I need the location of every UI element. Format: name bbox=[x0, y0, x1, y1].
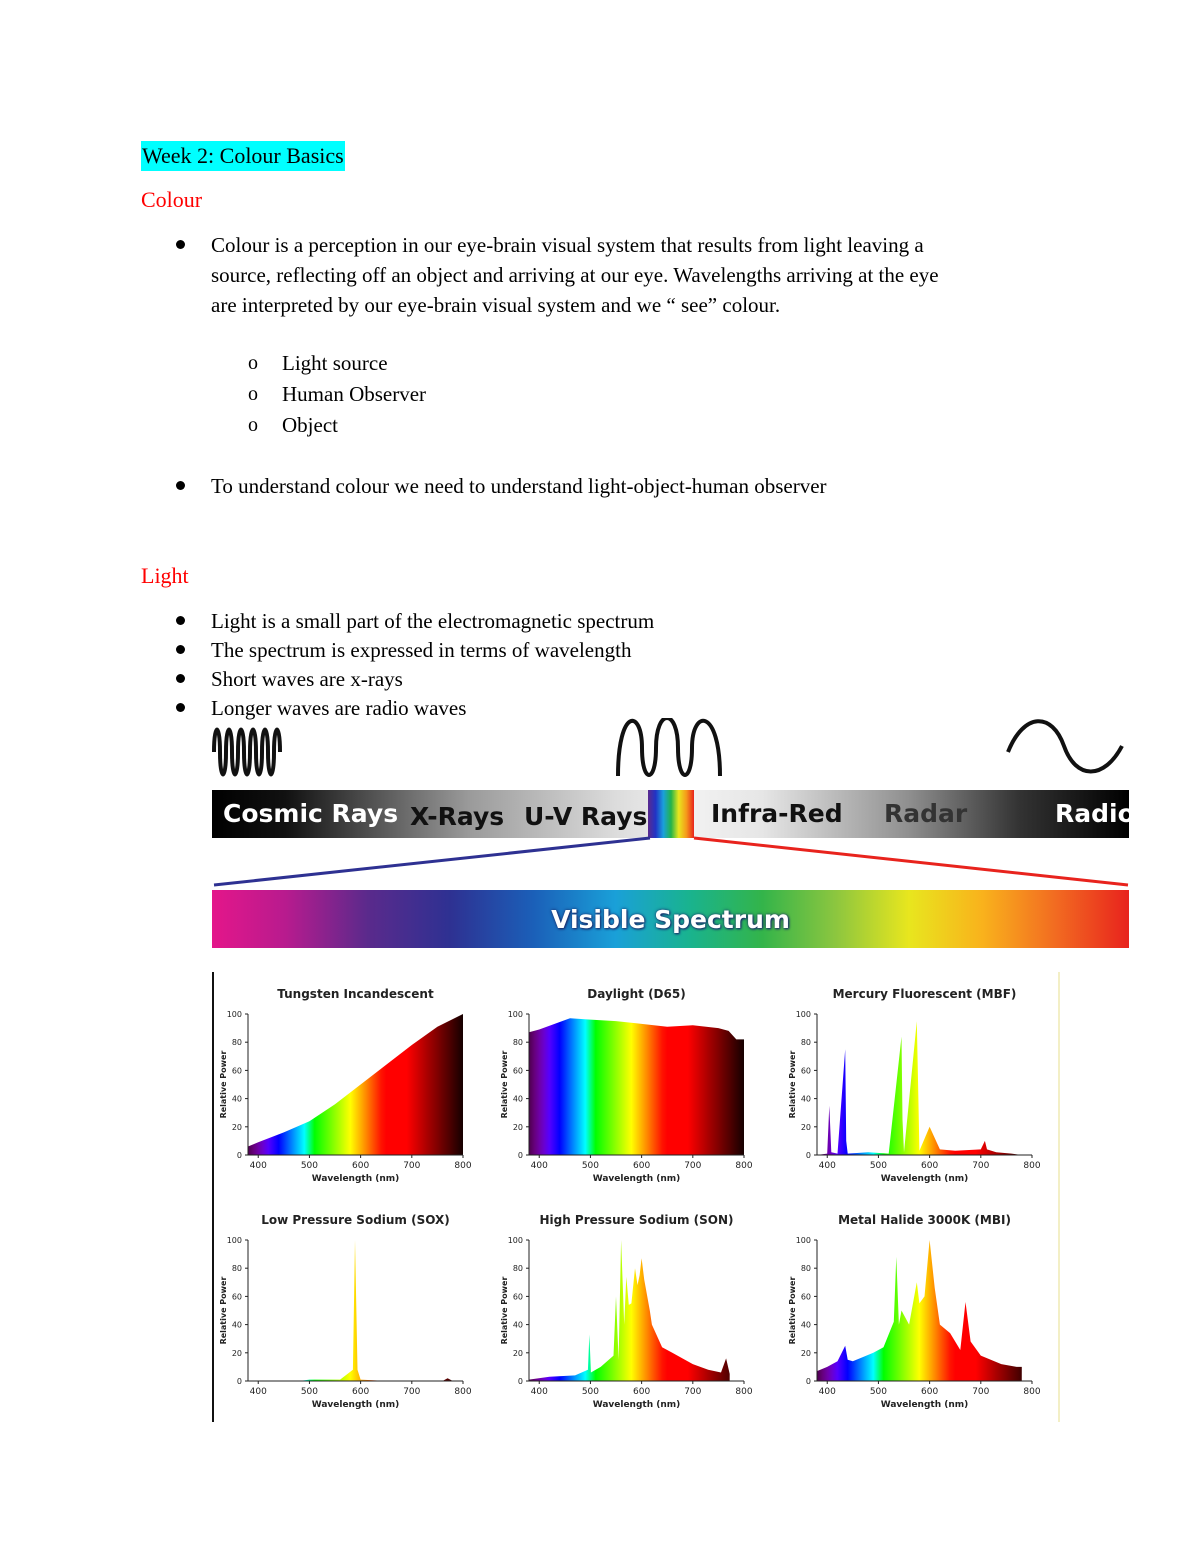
spd-area bbox=[529, 1240, 730, 1381]
y-tick-label: 0 bbox=[517, 1151, 523, 1160]
x-tick-label: 600 bbox=[921, 1161, 939, 1171]
y-tick-label: 100 bbox=[507, 1010, 523, 1019]
sub-bullet-marker: o bbox=[248, 352, 258, 374]
bullet-dot bbox=[176, 616, 185, 625]
chart-title: Mercury Fluorescent (MBF) bbox=[832, 987, 1017, 1001]
y-tick-label: 40 bbox=[800, 1094, 811, 1104]
bullet-dot bbox=[176, 645, 185, 654]
y-tick-label: 100 bbox=[226, 1010, 242, 1019]
x-tick-label: 800 bbox=[735, 1387, 753, 1397]
x-tick-label: 800 bbox=[454, 1161, 472, 1171]
section-heading-light: Light bbox=[141, 563, 189, 588]
sub-item-object: Object bbox=[282, 413, 338, 437]
x-tick-label: 400 bbox=[818, 1161, 836, 1171]
y-tick-label: 20 bbox=[800, 1348, 811, 1358]
x-tick-label: 800 bbox=[454, 1387, 472, 1397]
x-axis-label: Wavelength (nm) bbox=[880, 1174, 969, 1184]
bullet-dot bbox=[176, 703, 185, 712]
x-tick-label: 700 bbox=[403, 1161, 421, 1171]
x-axis-label: Wavelength (nm) bbox=[311, 1400, 400, 1410]
spd-area bbox=[248, 1240, 453, 1381]
y-tick-label: 60 bbox=[800, 1292, 811, 1302]
y-tick-label: 40 bbox=[800, 1320, 811, 1330]
chart-title: Low Pressure Sodium (SOX) bbox=[261, 1213, 450, 1227]
x-tick-label: 400 bbox=[530, 1161, 548, 1171]
x-tick-label: 500 bbox=[869, 1387, 888, 1397]
y-axis-label: Relative Power bbox=[500, 1050, 509, 1119]
light-bullet-4: Longer waves are radio waves bbox=[211, 696, 467, 720]
chart-title: Daylight (D65) bbox=[587, 987, 686, 1001]
em-label-uv-rays: U-V Rays bbox=[524, 802, 648, 831]
sub-item-light-source: Light source bbox=[282, 351, 388, 375]
y-tick-label: 80 bbox=[512, 1264, 523, 1274]
x-tick-label: 700 bbox=[403, 1387, 421, 1397]
colour-bullet-line-2: source, reflecting off an object and arriving at our eye. Wavelengths arriving at the eye bbox=[211, 263, 939, 287]
y-tick-label: 60 bbox=[231, 1292, 242, 1302]
spd-chart bbox=[489, 984, 764, 1195]
y-tick-label: 20 bbox=[231, 1122, 242, 1132]
y-tick-label: 60 bbox=[512, 1066, 523, 1076]
em-label-infra-red: Infra-Red bbox=[711, 799, 843, 828]
y-tick-label: 0 bbox=[236, 1377, 242, 1386]
y-tick-label: 20 bbox=[231, 1348, 242, 1358]
x-tick-label: 800 bbox=[735, 1161, 753, 1171]
x-tick-label: 600 bbox=[921, 1387, 939, 1397]
spd-area bbox=[817, 1021, 1022, 1155]
y-tick-label: 60 bbox=[512, 1292, 523, 1302]
x-tick-label: 500 bbox=[869, 1161, 888, 1171]
y-tick-label: 0 bbox=[805, 1151, 811, 1160]
bullet-dot bbox=[176, 240, 185, 249]
x-tick-label: 700 bbox=[972, 1387, 990, 1397]
y-axis-label: Relative Power bbox=[788, 1050, 797, 1119]
x-tick-label: 500 bbox=[300, 1161, 319, 1171]
y-tick-label: 40 bbox=[512, 1094, 523, 1104]
y-tick-label: 40 bbox=[512, 1320, 523, 1330]
y-axis-label: Relative Power bbox=[500, 1276, 509, 1345]
y-tick-label: 20 bbox=[512, 1348, 523, 1358]
light-bullet-3: Short waves are x-rays bbox=[211, 667, 403, 691]
medium-wave-icon bbox=[612, 718, 732, 784]
short-wave-icon bbox=[208, 722, 288, 782]
x-tick-label: 500 bbox=[581, 1161, 600, 1171]
y-tick-label: 0 bbox=[805, 1377, 811, 1386]
em-label-radio: Radio bbox=[1055, 799, 1135, 828]
section-heading-colour: Colour bbox=[141, 187, 203, 212]
spd-area bbox=[248, 1014, 463, 1155]
y-axis-label: Relative Power bbox=[219, 1050, 228, 1119]
y-tick-label: 40 bbox=[231, 1094, 242, 1104]
y-tick-label: 20 bbox=[512, 1122, 523, 1132]
chart-title: High Pressure Sodium (SON) bbox=[539, 1213, 734, 1227]
x-tick-label: 400 bbox=[530, 1387, 548, 1397]
bullet-dot bbox=[176, 481, 185, 490]
long-wave-icon bbox=[1004, 716, 1128, 782]
sub-bullet-marker: o bbox=[248, 383, 258, 405]
y-tick-label: 100 bbox=[795, 1236, 811, 1245]
y-tick-label: 80 bbox=[231, 1264, 242, 1274]
em-label-cosmic-rays: Cosmic Rays bbox=[223, 799, 399, 828]
x-tick-label: 600 bbox=[633, 1387, 651, 1397]
spd-chart bbox=[208, 1210, 483, 1421]
x-tick-label: 400 bbox=[249, 1161, 267, 1171]
visible-spectrum-label: Visible Spectrum bbox=[551, 905, 790, 934]
y-tick-label: 100 bbox=[507, 1236, 523, 1245]
x-tick-label: 700 bbox=[684, 1387, 702, 1397]
y-tick-label: 80 bbox=[512, 1038, 523, 1048]
spd-area bbox=[817, 1240, 1022, 1381]
x-tick-label: 500 bbox=[581, 1387, 600, 1397]
sub-item-human-observer: Human Observer bbox=[282, 382, 427, 406]
spectrum-zoom-lines bbox=[0, 830, 1200, 894]
spd-chart bbox=[777, 984, 1052, 1195]
y-tick-label: 80 bbox=[800, 1264, 811, 1274]
light-bullet-2: The spectrum is expressed in terms of wavelength bbox=[211, 638, 632, 662]
y-tick-label: 20 bbox=[800, 1122, 811, 1132]
x-tick-label: 800 bbox=[1023, 1161, 1041, 1171]
y-tick-label: 80 bbox=[800, 1038, 811, 1048]
y-tick-label: 0 bbox=[517, 1377, 523, 1386]
x-tick-label: 400 bbox=[818, 1387, 836, 1397]
chart-title: Metal Halide 3000K (MBI) bbox=[838, 1213, 1011, 1227]
page-title: Week 2: Colour Basics bbox=[141, 141, 345, 171]
em-label-radar: Radar bbox=[884, 799, 968, 828]
x-axis-label: Wavelength (nm) bbox=[880, 1400, 969, 1410]
x-tick-label: 700 bbox=[972, 1161, 990, 1171]
em-label-x-rays: X-Rays bbox=[410, 802, 505, 831]
x-tick-label: 700 bbox=[684, 1161, 702, 1171]
x-tick-label: 600 bbox=[352, 1161, 370, 1171]
y-axis-label: Relative Power bbox=[788, 1276, 797, 1345]
x-axis-label: Wavelength (nm) bbox=[311, 1174, 400, 1184]
colour-bullet-line-1: Colour is a perception in our eye-brain visual system that results from light leaving a bbox=[211, 233, 924, 257]
x-tick-label: 600 bbox=[633, 1161, 651, 1171]
y-tick-label: 40 bbox=[231, 1320, 242, 1330]
x-tick-label: 800 bbox=[1023, 1387, 1041, 1397]
colour-bullet-line-3: are interpreted by our eye-brain visual system and we “ see” colour. bbox=[211, 293, 781, 317]
sub-bullet-marker: o bbox=[248, 414, 258, 436]
bullet-dot bbox=[176, 674, 185, 683]
x-tick-label: 600 bbox=[352, 1387, 370, 1397]
y-tick-label: 100 bbox=[226, 1236, 242, 1245]
y-tick-label: 60 bbox=[800, 1066, 811, 1076]
colour-bullet-2: To understand colour we need to understand light-object-human observer bbox=[211, 474, 827, 498]
spd-chart bbox=[208, 984, 483, 1195]
x-tick-label: 500 bbox=[300, 1387, 319, 1397]
y-tick-label: 80 bbox=[231, 1038, 242, 1048]
spd-area bbox=[529, 1018, 744, 1155]
x-tick-label: 400 bbox=[249, 1387, 267, 1397]
spd-chart bbox=[489, 1210, 764, 1421]
y-axis-label: Relative Power bbox=[219, 1276, 228, 1345]
x-axis-label: Wavelength (nm) bbox=[592, 1174, 681, 1184]
y-tick-label: 0 bbox=[236, 1151, 242, 1160]
y-tick-label: 60 bbox=[231, 1066, 242, 1076]
y-tick-label: 100 bbox=[795, 1010, 811, 1019]
x-axis-label: Wavelength (nm) bbox=[592, 1400, 681, 1410]
chart-title: Tungsten Incandescent bbox=[277, 987, 434, 1001]
light-bullet-1: Light is a small part of the electromagnetic spectrum bbox=[211, 609, 655, 633]
spd-chart bbox=[777, 1210, 1052, 1421]
